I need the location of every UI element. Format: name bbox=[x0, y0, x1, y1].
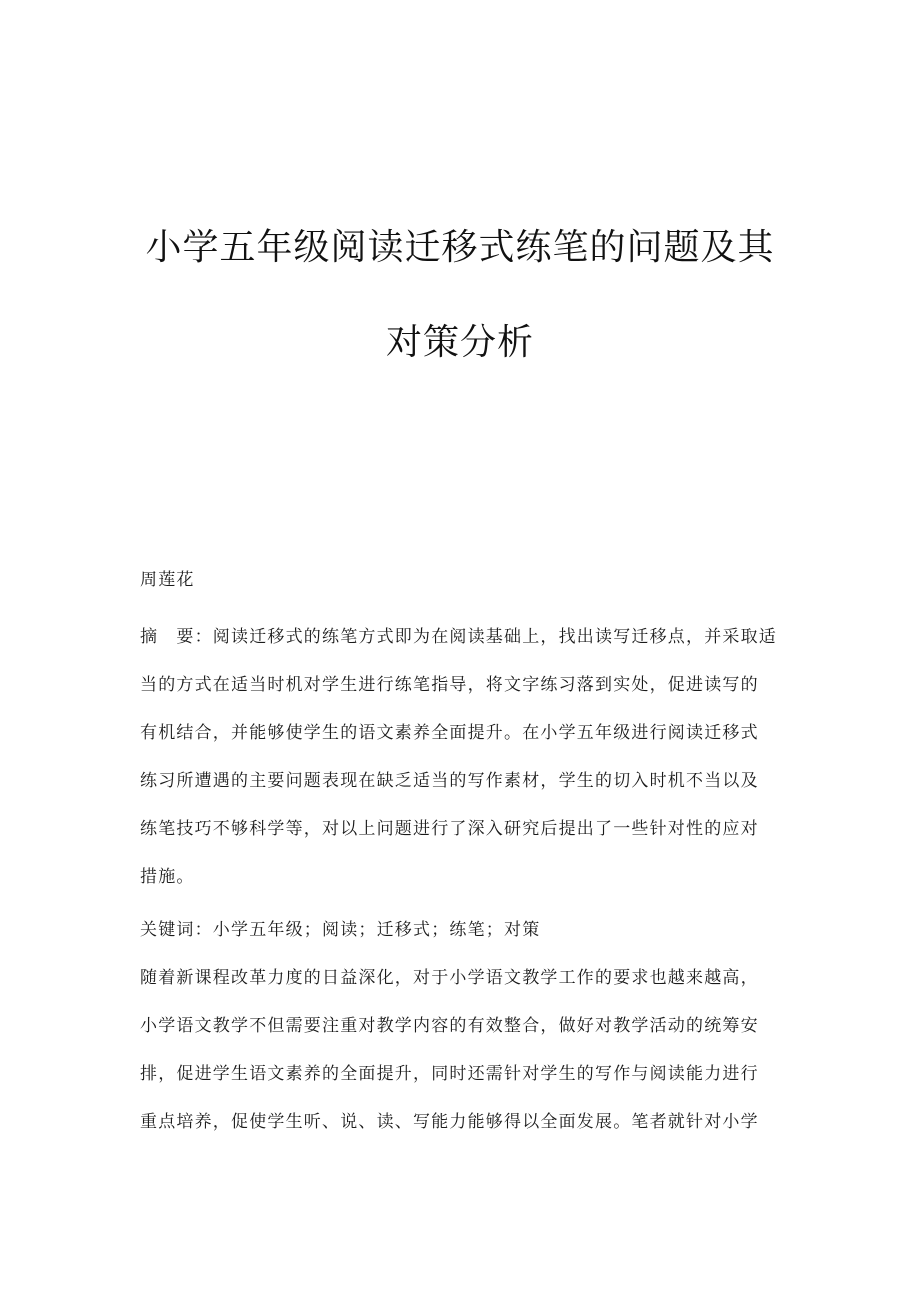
document-title-line-1: 小学五年级阅读迁移式练笔的问题及其 bbox=[145, 227, 775, 268]
body-line: 小学语文教学不但需要注重对教学内容的有效整合，做好对教学活动的统筹安 bbox=[140, 1016, 759, 1036]
body-line: 随着新课程改革力度的日益深化，对于小学语文教学工作的要求也越来越高， bbox=[140, 968, 759, 988]
document-title-line-2: 对策分析 bbox=[385, 322, 534, 363]
abstract-section bbox=[140, 625, 780, 889]
author-line: 周莲花 bbox=[140, 570, 195, 590]
body-line: 排，促进学生语文素养的全面提升，同时还需针对学生的写作与阅读能力进行 bbox=[140, 1064, 759, 1084]
body-line: 重点培养，促使学生听、说、读、写能力能够得以全面发展。笔者就针对小学 bbox=[140, 1112, 759, 1132]
abstract-line: 当的方式在适当时机对学生进行练笔指导，将文字练习落到实处，促进读写的 bbox=[140, 675, 759, 695]
abstract-line: 练习所遭遇的主要问题表现在缺乏适当的写作素材，学生的切入时机不当以及 bbox=[140, 771, 759, 791]
body-paragraph bbox=[140, 966, 780, 1134]
abstract-line: 摘 要：阅读迁移式的练笔方式即为在阅读基础上，找出读写迁移点，并采取适 bbox=[140, 627, 777, 647]
keywords-section bbox=[140, 918, 780, 942]
keywords-line: 关键词：小学五年级；阅读；迁移式；练笔；对策 bbox=[140, 920, 541, 940]
author-name bbox=[140, 568, 780, 592]
abstract-line: 措施。 bbox=[140, 867, 195, 887]
abstract-line: 有机结合，并能够使学生的语文素养全面提升。在小学五年级进行阅读迁移式 bbox=[140, 723, 759, 743]
abstract-line: 练笔技巧不够科学等，对以上问题进行了深入研究后提出了一些针对性的应对 bbox=[140, 819, 759, 839]
